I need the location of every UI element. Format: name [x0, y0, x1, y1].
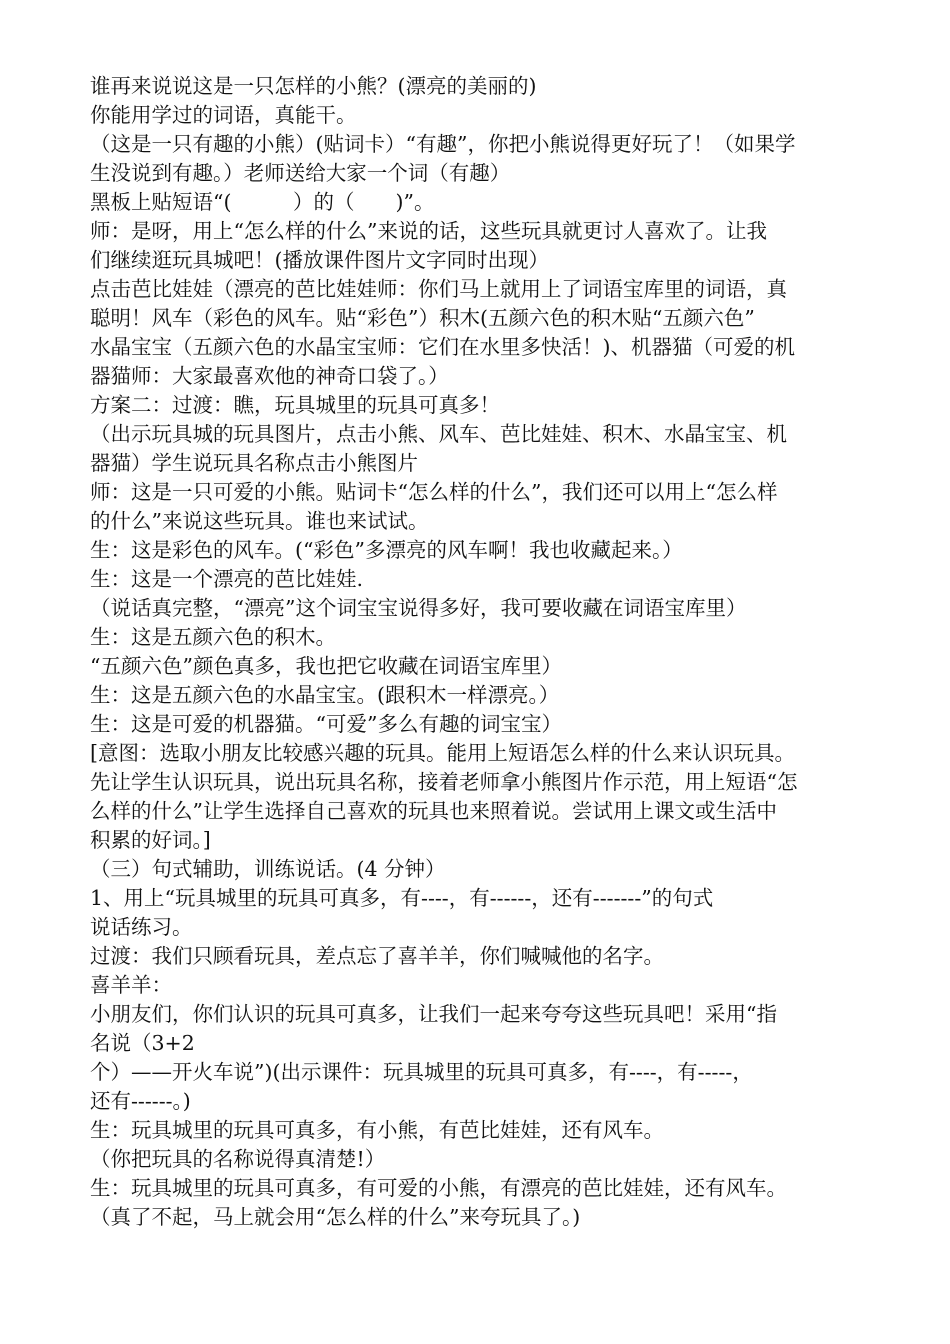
text-line: 方案二：过渡：瞧，玩具城里的玩具可真多！	[90, 393, 500, 417]
text-line: 水晶宝宝（五颜六色的水晶宝宝师：它们在水里多快活！)、机器猫（可爱的机	[90, 335, 795, 359]
text-line: 聪明！风车（彩色的风车。贴“彩色”）积木(五颜六色的积木贴“五颜六色”	[90, 306, 755, 330]
text-line: 器猫师：大家最喜欢他的神奇口袋了。）	[90, 364, 449, 388]
section-heading: （三）句式辅助，训练说话。(4 分钟）	[90, 857, 446, 881]
text-line: 个）——开火车说”)(出示课件：玩具城里的玩具可真多，有----，有-----，	[90, 1060, 753, 1084]
text-line: 师：这是一只可爱的小熊。贴词卡“怎么样的什么”，我们还可以用上“怎么样	[90, 480, 778, 504]
text-line: 积累的好词。]	[90, 828, 211, 852]
text-line: （你把玩具的名称说得真清楚!）	[90, 1147, 386, 1171]
text-line: 生：这是彩色的风车。(“彩色”多漂亮的风车啊！我也收藏起来。）	[90, 538, 683, 562]
text-line: 你能用学过的词语，真能干。	[90, 103, 357, 127]
text-line: 1、用上“玩具城里的玩具可真多，有----，有------，还有-------”的句式	[90, 886, 714, 910]
text-line: 的什么”来说这些玩具。谁也来试试。	[90, 509, 429, 533]
text-line: 还有------。)	[90, 1089, 191, 1113]
text-line: 小朋友们，你们认识的玩具可真多，让我们一起来夸夸这些玩具吧！采用“指	[90, 1002, 777, 1026]
text-line: 生：玩具城里的玩具可真多，有小熊，有芭比娃娃，还有风车。	[90, 1118, 664, 1142]
text-line: 喜羊羊：	[90, 973, 172, 997]
text-line: （这是一只有趣的小熊）(贴词卡）“有趣”，你把小熊说得更好玩了！（如果学	[90, 132, 796, 156]
text-line: 说话练习。	[90, 915, 193, 939]
text-line: 谁再来说说这是一只怎样的小熊？(漂亮的美丽的)	[90, 74, 537, 98]
text-line: （真了不起，马上就会用“怎么样的什么”来夸玩具了。)	[90, 1205, 581, 1229]
text-line: 生没说到有趣。）老师送给大家一个词（有趣）	[90, 161, 511, 185]
text-line: 点击芭比娃娃（漂亮的芭比娃娃师：你们马上就用上了词语宝库里的词语，真	[90, 277, 787, 301]
text-line: （出示玩具城的玩具图片，点击小熊、风车、芭比娃娃、积木、水晶宝宝、机	[90, 422, 787, 446]
text-line: [意图：选取小朋友比较感兴趣的玩具。能用上短语怎么样的什么来认识玩具。	[90, 741, 795, 765]
text-line: 生：这是五颜六色的水晶宝宝。(跟积木一样漂亮。）	[90, 683, 560, 707]
text-line: 过渡：我们只顾看玩具，差点忘了喜羊羊，你们喊喊他的名字。	[90, 944, 664, 968]
text-line: 器猫）学生说玩具名称点击小熊图片	[90, 451, 418, 475]
text-line: （说话真完整，“漂亮”这个词宝宝说得多好，我可要收藏在词语宝库里）	[90, 596, 747, 620]
text-line: 生：这是可爱的机器猫。“可爱”多么有趣的词宝宝）	[90, 712, 562, 736]
text-line: 生：玩具城里的玩具可真多，有可爱的小熊，有漂亮的芭比娃娃，还有风车。	[90, 1176, 787, 1200]
text-line: 名说（3+2	[90, 1031, 195, 1055]
text-line: 们继续逛玩具城吧！(播放课件图片文字同时出现）	[90, 248, 549, 272]
text-line: 么样的什么”让学生选择自己喜欢的玩具也来照着说。尝试用上课文或生活中	[90, 799, 777, 823]
text-line: 先让学生认识玩具，说出玩具名称，接着老师拿小熊图片作示范，用上短语“怎	[90, 770, 798, 794]
text-line: “五颜六色”颜色真多，我也把它收藏在词语宝库里）	[90, 654, 562, 678]
text-line: 生：这是五颜六色的积木。	[90, 625, 336, 649]
text-line: 师：是呀，用上“怎么样的什么”来说的话，这些玩具就更讨人喜欢了。让我	[90, 219, 767, 243]
text-line: 生：这是一个漂亮的芭比娃娃.	[90, 567, 364, 591]
text-line: 黑板上贴短语“( ）的（ )”。	[90, 190, 435, 214]
